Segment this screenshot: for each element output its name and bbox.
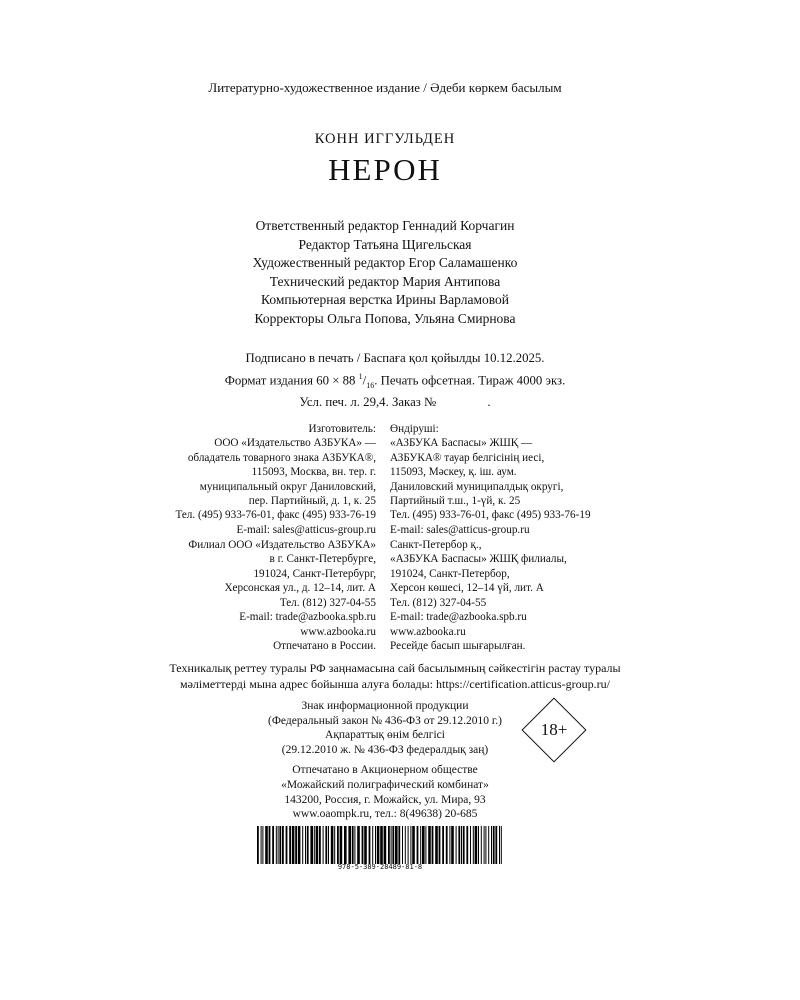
barcode-bar <box>466 826 468 864</box>
branch-kz-line: E-mail: trade@azbooka.spb.ru <box>390 611 527 624</box>
barcode-bar <box>458 826 460 864</box>
age-rating-label: 18+ <box>540 720 568 739</box>
barcode-bar <box>388 826 390 864</box>
barcode-bar <box>362 826 364 864</box>
barcode-bar <box>295 826 297 864</box>
manufacturer-ru-line: обладатель товарного знака АЗБУКА®, <box>187 451 376 464</box>
format-prefix: Формат издания 60 × 88 <box>224 372 359 387</box>
website-link[interactable]: www.azbooka.ru <box>300 626 376 638</box>
printer-line: 143200, Россия, г. Можайск, ул. Мира, 93 <box>284 793 486 806</box>
barcode-bar <box>410 826 411 864</box>
tech-regulation-line: Техникалық реттеу туралы РФ заңнамасына сай басылымның сәйкестігін растау туралы <box>169 661 621 675</box>
barcode-bar <box>493 826 495 864</box>
barcode-bar <box>310 826 313 864</box>
barcode-bar <box>276 826 277 864</box>
barcode-bar <box>282 826 284 864</box>
editorial-credits <box>0 217 770 328</box>
barcode-bar <box>461 826 462 864</box>
web-kz <box>390 625 525 654</box>
print-info <box>0 350 790 411</box>
barcode-bar <box>323 826 324 864</box>
isbn-number: 978-5-389-28489-81-8 <box>337 863 423 871</box>
barcode-bar <box>279 826 281 864</box>
barcode-bar <box>395 826 398 864</box>
website-link[interactable]: www.azbooka.ru <box>390 626 466 638</box>
credit-line: Ответственный редактор Геннадий Корчагин <box>255 218 515 233</box>
barcode-bar <box>316 826 319 864</box>
printer-line: «Можайский полиграфический комбинат» <box>281 778 489 791</box>
manufacturer-ru-line: Тел. (495) 933-76-01, факс (495) 933-76-19 <box>175 509 376 522</box>
tech-regulation-line: мәліметтерді мына адрес бойынша алуға болады: https://certification.atticus-group.ru/ <box>179 677 610 691</box>
barcode-bar <box>488 826 489 864</box>
barcode-bar <box>442 826 444 864</box>
branch-kz <box>390 538 567 624</box>
branch-kz-line: Херсон көшесі, 12–14 үй, лит. А <box>390 582 544 595</box>
barcode-bar <box>375 826 376 864</box>
tech-regulation <box>0 660 790 692</box>
barcode-bar <box>372 826 373 864</box>
barcode-bar <box>408 826 409 864</box>
barcode-bar <box>334 826 335 864</box>
branch-kz-line: 191024, Санкт-Петербор, <box>390 567 510 580</box>
barcode-bar <box>325 826 327 864</box>
info-product-line: (Федеральный закон № 436-ФЗ от 29.12.2010 г.) <box>268 714 502 727</box>
manufacturer-ru-line: Изготовитель: <box>308 423 376 435</box>
credit-line: Художественный редактор Егор Саламашенко <box>252 255 518 270</box>
barcode-bar <box>495 826 497 864</box>
barcode-bar <box>484 826 485 864</box>
barcode-bar <box>449 826 450 864</box>
barcode-bar <box>364 826 367 864</box>
barcode-bar <box>377 826 380 864</box>
barcode-bar <box>352 826 354 864</box>
credit-line: Компьютерная верстка Ирины Варламовой <box>261 292 509 307</box>
barcode-bar <box>475 826 478 864</box>
manufacturer-kz-line: E-mail: sales@atticus-group.ru <box>390 523 530 536</box>
isbn-barcode <box>255 826 505 864</box>
manufacturer-ru-line: 115093, Москва, вн. тер. г. <box>251 466 376 479</box>
barcode-bar <box>307 826 309 864</box>
barcode-bar <box>286 826 288 864</box>
manufacturer-ru-line: муниципальный округ Даниловский, <box>199 480 376 493</box>
info-product-line: Ақпараттық өнім белгісі <box>325 729 445 741</box>
barcode-bar <box>261 826 262 864</box>
barcode-bar <box>473 826 474 864</box>
barcode-bar <box>302 826 303 864</box>
manufacturer-kz-line: АЗБУКА® тауар белгісінің иесі, <box>390 451 545 464</box>
barcode-bar <box>451 826 454 864</box>
barcode-bar <box>499 826 500 864</box>
manufacturer-ru-line: пер. Партийный, д. 1, к. 25 <box>248 495 376 508</box>
barcode-bar <box>262 826 263 864</box>
branch-ru-line: Херсонская ул., д. 12–14, лит. А <box>224 582 376 595</box>
barcode-bar <box>384 826 387 864</box>
barcode-bar <box>305 826 306 864</box>
barcode-bar <box>328 826 329 864</box>
barcode-bar <box>298 826 301 864</box>
branch-kz-line: Тел. (812) 327-04-55 <box>390 596 487 609</box>
barcode-bar <box>491 826 492 864</box>
barcode-bar <box>398 826 400 864</box>
barcode-bar <box>380 826 383 864</box>
edition-type: Литературно-художественное издание / Әдеби көркем басылым <box>208 80 562 95</box>
printer-line: Отпечатано в Акционерном обществе <box>292 764 478 776</box>
info-product-line: (29.12.2010 ж. № 436-ФЗ федералдық заң) <box>281 743 489 756</box>
barcode-bar <box>391 826 392 864</box>
barcode-bar <box>463 826 465 864</box>
format-suffix: . Печать офсетная. Тираж 4000 экз. <box>374 372 566 387</box>
barcode-bar <box>405 826 406 864</box>
barcode-bar <box>435 826 438 864</box>
printed-in: Ресейде басып шығарылған. <box>390 640 526 653</box>
barcode-bar <box>292 826 295 864</box>
barcode-bar <box>314 826 315 864</box>
barcode-bar <box>272 826 274 864</box>
barcode-bar <box>289 826 291 864</box>
book-title: НЕРОН <box>328 152 442 187</box>
barcode-bar <box>269 826 271 864</box>
barcode-bar <box>392 826 394 864</box>
manufacturer-kz-line: 115093, Мәскеу, қ. іш. аум. <box>390 466 517 479</box>
barcode-bar <box>402 826 403 864</box>
barcode-bar <box>340 826 343 864</box>
manufacturer-kz-line: Тел. (495) 933-76-01, факс (495) 933-76-19 <box>390 509 591 522</box>
printer-info <box>185 763 585 822</box>
barcode-bar <box>331 826 334 864</box>
barcode-bar <box>417 826 419 864</box>
barcode-bar <box>344 826 347 864</box>
barcode-bar <box>456 826 457 864</box>
branch-ru <box>188 538 376 624</box>
manufacturer-kz-line: Даниловский муниципалдық округі, <box>390 480 564 493</box>
format-fraction-den: 16 <box>366 380 375 390</box>
sheets-order: Усл. печ. л. 29,4. Заказ № . <box>299 394 491 409</box>
barcode-bar <box>257 826 259 864</box>
info-product-line: Знак информационной продукции <box>301 700 469 712</box>
barcode-bar <box>354 826 355 864</box>
barcode-bar <box>425 826 426 864</box>
manufacturer-kz-line: «АЗБУКА Баспасы» ЖШҚ — <box>390 437 533 450</box>
branch-ru-line: Филиал ООО «Издательство АЗБУКА» <box>188 539 376 551</box>
branch-kz-line: «АЗБУКА Баспасы» ЖШҚ филиалы, <box>390 553 567 566</box>
manufacturer-ru <box>175 422 376 537</box>
author-name: КОНН ИГГУЛЬДЕН <box>314 131 456 147</box>
barcode-bar <box>265 826 268 864</box>
branch-ru-line: в г. Санкт-Петербурге, <box>269 553 376 566</box>
barcode-bar <box>278 826 279 864</box>
credit-line: Корректоры Ольга Попова, Ульяна Смирнова <box>254 310 516 326</box>
barcode-bar <box>420 826 421 864</box>
manufacturer-kz <box>390 422 591 537</box>
manufacturer-kz-line: Өндіруші: <box>390 423 439 435</box>
branch-ru-line: 191024, Санкт-Петербург, <box>253 567 376 580</box>
barcode-bar <box>478 826 479 864</box>
barcode-bar <box>446 826 448 864</box>
barcode-bar <box>501 826 502 864</box>
format-fraction-num: 1 <box>358 371 363 381</box>
barcode-bar <box>481 826 482 864</box>
signed-to-print: Подписано в печать / Баспаға қол қойылды 10.12.2025. <box>245 351 545 365</box>
barcode-bar <box>357 826 360 864</box>
barcode-bar <box>432 826 434 864</box>
barcode-bar <box>470 826 471 864</box>
printed-in: Отпечатано в России. <box>273 640 376 653</box>
credit-line: Технический редактор Мария Антипова <box>269 273 501 289</box>
barcode-bar <box>422 826 425 864</box>
manufacturer-ru-line: E-mail: sales@atticus-group.ru <box>236 523 376 536</box>
manufacturer-ru-line: ООО «Издательство АЗБУКА» — <box>214 437 376 450</box>
barcode-bar <box>428 826 431 864</box>
branch-kz-line: Санкт-Петербор қ., <box>390 539 482 551</box>
barcode-bar <box>337 826 339 864</box>
barcode-bar <box>439 826 441 864</box>
credit-line: Редактор Татьяна Щигельская <box>298 236 472 252</box>
branch-ru-line: E-mail: trade@azbooka.spb.ru <box>239 611 376 624</box>
barcode-bar <box>485 826 486 864</box>
branch-ru-line: Тел. (812) 327-04-55 <box>279 596 376 609</box>
barcode-bar <box>369 826 371 864</box>
manufacturer-kz-line: Партийный т.ш., 1-үй, к. 25 <box>390 495 521 508</box>
barcode-bar <box>319 826 321 864</box>
web-ru <box>273 625 376 654</box>
barcode-bar <box>412 826 415 864</box>
barcode-bar <box>348 826 351 864</box>
printer-line: www.oaompk.ru, тел.: 8(49638) 20-685 <box>292 808 478 821</box>
format-line: Формат издания 60 × 88 $^1/_{16}$. Печать офсетная. Тираж 4000 экз. <box>224 371 566 390</box>
